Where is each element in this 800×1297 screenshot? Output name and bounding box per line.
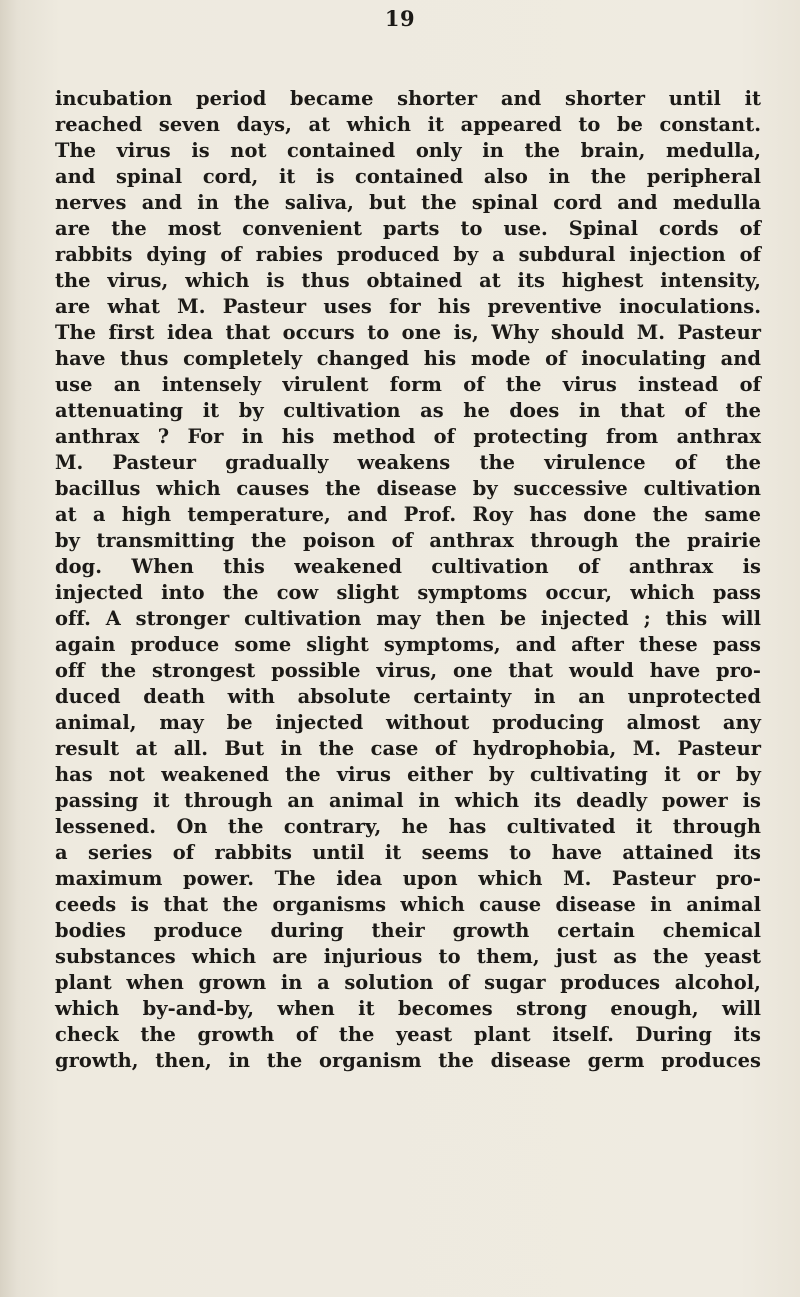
text-line: dog. When this weakened cultivation of anthrax is xyxy=(55,555,761,578)
page-number: 19 xyxy=(384,6,416,31)
text-line: off. A stronger cultivation may then be injected ; this will xyxy=(55,607,761,630)
text-line: bodies produce during their growth certain chemical xyxy=(55,919,761,942)
text-line: are what M. Pasteur uses for his preventive inoculations. xyxy=(55,295,761,318)
text-line: result at all. But in the case of hydrophobia, M. Pasteur xyxy=(55,737,761,760)
text-line: rabbits dying of rabies produced by a subdural injection of xyxy=(55,243,761,266)
text-line: maximum power. The idea upon which M. Pasteur pro- xyxy=(55,867,761,890)
text-line: ceeds is that the organisms which cause disease in animal xyxy=(55,893,761,916)
text-line: reached seven days, at which it appeared to be constant. xyxy=(55,113,761,136)
text-line: plant when grown in a solution of sugar produces alcohol, xyxy=(55,971,761,994)
text-line: incubation period became shorter and shorter until it xyxy=(55,87,761,110)
text-line: duced death with absolute certainty in an unprotected xyxy=(55,685,761,708)
text-line: off the strongest possible virus, one that would have pro- xyxy=(55,659,761,682)
text-line: injected into the cow slight symptoms occur, which pass xyxy=(55,581,761,604)
text-line: by transmitting the poison of anthrax through the prairie xyxy=(55,529,761,552)
text-line: passing it through an animal in which its deadly power is xyxy=(55,789,761,812)
text-line: are the most convenient parts to use. Spinal cords of xyxy=(55,217,761,240)
text-line: again produce some slight symptoms, and after these pass xyxy=(55,633,761,656)
text-line: attenuating it by cultivation as he does in that of the xyxy=(55,399,761,422)
text-line: lessened. On the contrary, he has cultivated it through xyxy=(55,815,761,838)
text-line: nerves and in the saliva, but the spinal cord and medulla xyxy=(55,191,761,214)
text-line: anthrax ? For in his method of protecting from anthrax xyxy=(55,425,761,448)
text-line: the virus, which is thus obtained at its highest intensity, xyxy=(55,269,761,292)
text-line: growth, then, in the organism the disease germ produces xyxy=(55,1049,761,1072)
body-text xyxy=(55,86,761,1074)
text-line: bacillus which causes the disease by successive cultivation xyxy=(55,477,761,500)
text-line: has not weakened the virus either by cultivating it or by xyxy=(55,763,761,786)
text-line: check the growth of the yeast plant itself. During its xyxy=(55,1023,761,1046)
text-line: substances which are injurious to them, just as the yeast xyxy=(55,945,761,968)
text-line: have thus completely changed his mode of inoculating and xyxy=(55,347,761,370)
text-line: The first idea that occurs to one is, Why should M. Pasteur xyxy=(55,321,761,344)
text-line: which by-and-by, when it becomes strong enough, will xyxy=(55,997,761,1020)
text-line: use an intensely virulent form of the virus instead of xyxy=(55,373,761,396)
text-line: a series of rabbits until it seems to have attained its xyxy=(55,841,761,864)
text-line: at a high temperature, and Prof. Roy has done the same xyxy=(55,503,761,526)
text-line: and spinal cord, it is contained also in the peripheral xyxy=(55,165,761,188)
text-line: animal, may be injected without producing almost any xyxy=(55,711,761,734)
text-line: M. Pasteur gradually weakens the virulence of the xyxy=(55,451,761,474)
text-line: The virus is not contained only in the brain, medulla, xyxy=(55,139,761,162)
